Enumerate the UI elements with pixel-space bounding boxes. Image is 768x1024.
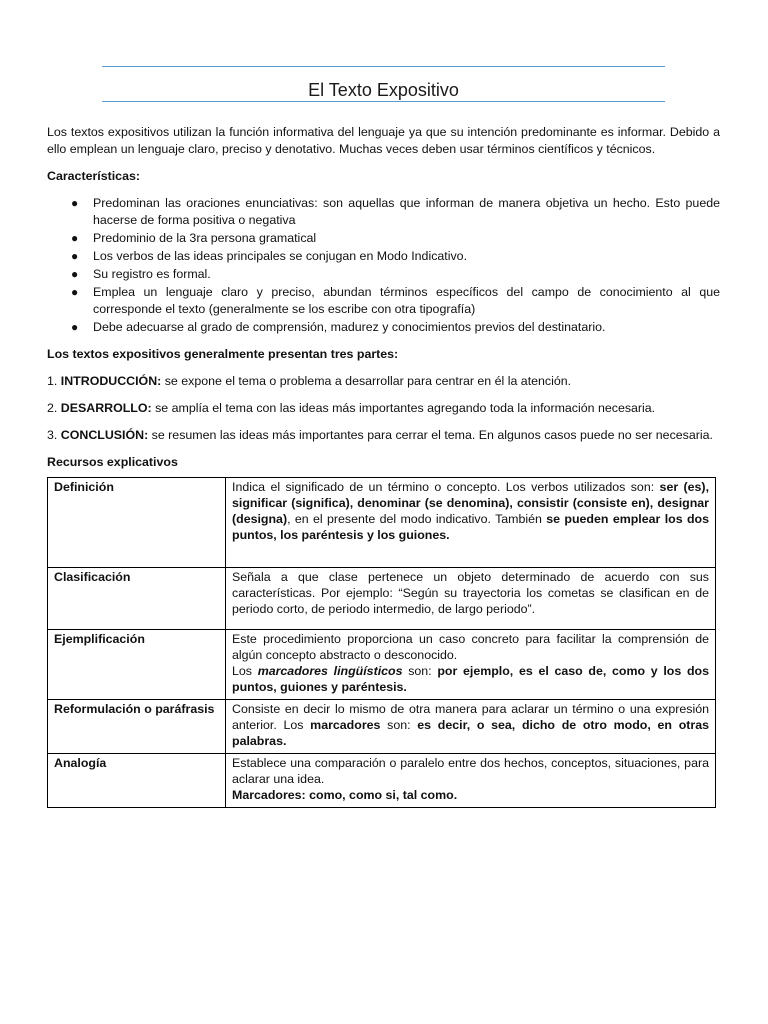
part-number: 2. bbox=[47, 401, 61, 415]
characteristic-item bbox=[71, 284, 720, 318]
characteristic-text: Predominan las oraciones enunciativas: son aquellas que informan de manera objetiva un hecho. Esto puede hacerse de forma positiva o negativa bbox=[93, 196, 720, 227]
resource-description bbox=[226, 478, 716, 568]
resource-term: Reformulación o paráfrasis bbox=[48, 700, 226, 754]
table-row bbox=[48, 568, 716, 630]
parts-list bbox=[47, 373, 720, 444]
table-row bbox=[48, 754, 716, 808]
part-text: se amplía el tema con las ideas más importantes agregando toda la información necesaria. bbox=[151, 401, 656, 415]
part-name: CONCLUSIÓN: bbox=[60, 428, 149, 442]
table-row bbox=[48, 700, 716, 754]
part-text: se expone el tema o problema a desarrollar para centrar en él la atención. bbox=[161, 374, 572, 388]
description-segment: Establece una comparación o paralelo entre dos hechos, conceptos, situaciones, para aclarar una idea. bbox=[232, 756, 709, 786]
bullet-icon: ● bbox=[71, 196, 79, 210]
bullet-icon: ● bbox=[71, 231, 79, 245]
description-segment: Consiste en decir lo mismo de otra manera para aclarar un término o una expresión anterior. Los bbox=[232, 702, 709, 732]
description-segment: marcadores bbox=[310, 718, 381, 732]
characteristic-text: Predominio de la 3ra persona gramatical bbox=[93, 231, 317, 245]
description-segment: Marcadores: como, como si, tal como. bbox=[232, 788, 458, 802]
resources-heading: Recursos explicativos bbox=[47, 455, 178, 469]
characteristic-text: Los verbos de las ideas principales se conjugan en Modo Indicativo. bbox=[93, 249, 468, 263]
document-body bbox=[47, 124, 720, 808]
intro-paragraph: Los textos expositivos utilizan la función informativa del lenguaje ya que su intención predominante es informar. Debido a ello emplean un lenguaje claro, preciso y denotativo. Muchas veces deben usar términos científicos y técnicos. bbox=[47, 125, 720, 156]
characteristic-item bbox=[71, 266, 720, 283]
part-name: DESARROLLO: bbox=[60, 401, 152, 415]
resources-table bbox=[47, 477, 716, 808]
characteristic-item bbox=[71, 319, 720, 336]
part-item bbox=[47, 400, 720, 417]
description-segment: se pueden emplear los dos puntos, los paréntesis y los guiones. bbox=[232, 512, 709, 542]
table-row bbox=[48, 630, 716, 700]
characteristic-item bbox=[71, 248, 720, 265]
title-rule-bottom bbox=[102, 101, 665, 102]
characteristic-item bbox=[71, 230, 720, 247]
description-segment: son: bbox=[402, 664, 438, 678]
description-segment: Indica el significado de un término o concepto. Los verbos utilizados son: bbox=[232, 480, 660, 494]
part-item bbox=[47, 427, 720, 444]
description-segment: son: bbox=[380, 718, 418, 732]
description-segment: ser (es), significar (significa), denominar (se denomina), consistir (consiste en), designar (designa) bbox=[232, 480, 710, 526]
resource-term: Ejemplificación bbox=[48, 630, 226, 700]
description-segment: Los bbox=[232, 664, 258, 678]
characteristic-text: Su registro es formal. bbox=[93, 267, 211, 281]
part-number: 1. bbox=[47, 374, 61, 388]
parts-heading: Los textos expositivos generalmente presentan tres partes: bbox=[47, 347, 399, 361]
part-text: se resumen las ideas más importantes para cerrar el tema. En algunos casos puede no ser necesaria. bbox=[148, 428, 713, 442]
bullet-icon: ● bbox=[71, 267, 79, 281]
resource-description bbox=[226, 630, 716, 700]
part-item bbox=[47, 373, 720, 390]
resource-description bbox=[226, 700, 716, 754]
table-row bbox=[48, 478, 716, 568]
description-segment: Señala a que clase pertenece un objeto determinado de acuerdo con sus características. Por ejemplo: “Según su trayectoria los cometas se clasifican en de periodo corto, de periodo intermedio, de largo periodo”. bbox=[232, 570, 709, 616]
description-segment: por ejemplo, es el caso de, como y los dos puntos, guiones y paréntesis. bbox=[232, 664, 709, 694]
characteristics-heading: Características: bbox=[47, 169, 140, 183]
description-segment: marcadores lingüísticos bbox=[257, 664, 403, 678]
bullet-icon: ● bbox=[71, 285, 79, 299]
description-segment: , en el presente del modo indicativo. También bbox=[287, 512, 547, 526]
part-number: 3. bbox=[47, 428, 61, 442]
characteristics-list bbox=[47, 195, 720, 336]
bullet-icon: ● bbox=[71, 320, 79, 334]
description-segment: Este procedimiento proporciona un caso concreto para facilitar la comprensión de algún concepto abstracto o desconocido. bbox=[232, 632, 709, 662]
description-segment: es decir, o sea, dicho de otro modo, en otras palabras. bbox=[232, 718, 709, 748]
characteristic-text: Debe adecuarse al grado de comprensión, madurez y conocimientos previos del destinatario. bbox=[93, 320, 606, 334]
resource-term: Analogía bbox=[48, 754, 226, 808]
resource-description bbox=[226, 754, 716, 808]
bullet-icon: ● bbox=[71, 249, 79, 263]
resource-term: Clasificación bbox=[48, 568, 226, 630]
characteristic-item bbox=[71, 195, 720, 229]
part-name: INTRODUCCIÓN: bbox=[60, 374, 162, 388]
title-rule-top bbox=[102, 66, 665, 67]
resource-term: Definición bbox=[48, 478, 226, 568]
document-title: El Texto Expositivo bbox=[308, 80, 459, 100]
resource-description bbox=[226, 568, 716, 630]
characteristic-text: Emplea un lenguaje claro y preciso, abundan términos específicos del campo de conocimiento al que corresponde el texto (generalmente se los escribe con otra tipografía) bbox=[93, 285, 720, 316]
